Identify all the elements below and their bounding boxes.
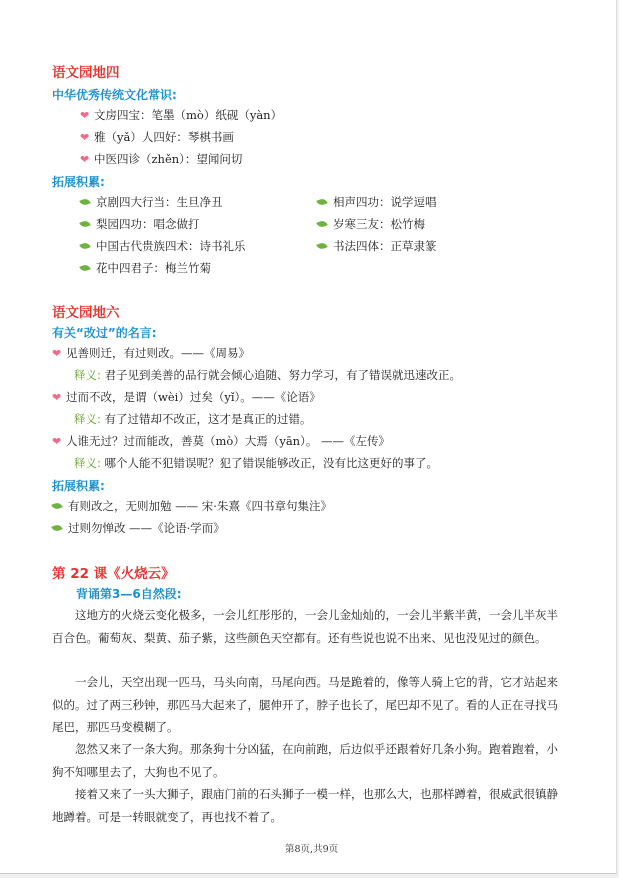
heart-icon: ❤ bbox=[80, 108, 90, 122]
section-title-yuwen-yuandi-4: 语文园地四 bbox=[52, 65, 120, 81]
quote-explanation: 释义: 有了过错却不改正，这才是真正的过错。 bbox=[74, 412, 312, 426]
paragraph: 一会儿，天空出现一匹马，马头向南，马尾向西。马是跪着的，像等人骑上它的背，它才站起来似的。过了两三秒钟，那匹马大起来了，腿伸开了，脖子也长了，尾巴却不见了。看的人正在寻找马尾巴，那匹马变模糊了。 bbox=[52, 675, 558, 734]
list-item: 京剧四大行当：生旦净丑 bbox=[80, 194, 223, 210]
list-item: 相声四功：说学逗唱 bbox=[317, 194, 437, 210]
list-item: 有则改之，无则加勉 —— 宋·朱熹《四书章句集注》 bbox=[52, 498, 332, 514]
paragraph: 接着又来了一头大狮子，跟庙门前的石头狮子一模一样，也那么大，也那样蹲着，很威武很镇静地蹲着。可是一转眼就变了，再也找不着了。 bbox=[52, 787, 558, 824]
list-item: 中国古代贵族四术：诗书礼乐 bbox=[80, 238, 246, 254]
paragraph: 这地方的火烧云变化极多，一会儿红彤彤的，一会儿金灿灿的，一会儿半紫半黄，一会儿半灰半百合色。葡萄灰、梨黄、茄子紫，这些颜色天空都有。还有些说也说不出来、见也没见过的颜色。 bbox=[52, 608, 558, 645]
list-item: 岁寒三友：松竹梅 bbox=[317, 216, 425, 232]
list-item: 花中四君子：梅兰竹菊 bbox=[80, 260, 211, 276]
quote-line: ❤ 见善则迁，有过则改。——《周易》 bbox=[52, 346, 250, 360]
list-item: ❤ 雅（yǎ）人四好：琴棋书画 bbox=[80, 130, 234, 144]
list-item: ❤ 中医四诊（zhěn）：望闻问切 bbox=[80, 152, 243, 166]
leaf-icon bbox=[79, 241, 90, 250]
quote-explanation: 释义: 君子见到美善的品行就会倾心追随、努力学习，有了错误就迅速改正。 bbox=[74, 368, 462, 382]
subheading-extended-accumulation-6: 拓展积累: bbox=[52, 479, 105, 493]
section-title-yuwen-yuandi-6: 语文园地六 bbox=[52, 305, 120, 321]
list-item: ❤ 文房四宝：笔墨（mò）纸砚（yàn） bbox=[80, 108, 283, 122]
paragraph: 忽然又来了一条大狗。那条狗十分凶猛，在向前跑，后边似乎还跟着好几条小狗。跑着跑着，小狗不知哪里去了，大狗也不见了。 bbox=[52, 742, 558, 779]
heart-icon: ❤ bbox=[52, 434, 62, 448]
heart-icon: ❤ bbox=[52, 346, 62, 360]
list-item: 过则勿惮改 ——《论语·学而》 bbox=[52, 520, 225, 536]
leaf-icon bbox=[316, 197, 327, 206]
subheading-extended-accumulation: 拓展积累: bbox=[52, 175, 105, 189]
lesson-title-huoshaoyun: 第 22 课《火烧云》 bbox=[52, 566, 175, 582]
leaf-icon bbox=[51, 523, 62, 532]
leaf-icon bbox=[316, 241, 327, 250]
quote-explanation: 释义: 哪个人能不犯错误呢？犯了错误能够改正，没有比这更好的事了。 bbox=[74, 456, 439, 470]
heart-icon: ❤ bbox=[52, 390, 62, 404]
leaf-icon bbox=[316, 219, 327, 228]
subheading-correction-quotes: 有关“改过”的名言: bbox=[52, 326, 157, 340]
list-item: 梨园四功：唱念做打 bbox=[80, 216, 200, 232]
leaf-icon bbox=[79, 219, 90, 228]
page-number: 第8页,共9页 bbox=[285, 844, 339, 855]
subheading-culture-knowledge: 中华优秀传统文化常识: bbox=[52, 88, 177, 102]
quote-line: ❤ 人谁无过？过而能改，善莫（mò）大焉（yān）。 ——《左传》 bbox=[52, 434, 390, 448]
quote-line: ❤ 过而不改，是谓（wèi）过矣（yǐ）。——《论语》 bbox=[52, 390, 321, 404]
heart-icon: ❤ bbox=[80, 130, 90, 144]
heart-icon: ❤ bbox=[80, 152, 90, 166]
list-item: 书法四体：正草隶篆 bbox=[317, 238, 437, 254]
leaf-icon bbox=[51, 501, 62, 510]
leaf-icon bbox=[79, 263, 90, 272]
leaf-icon bbox=[79, 197, 90, 206]
subheading-recite: 背诵第3—6自然段: bbox=[76, 587, 182, 601]
